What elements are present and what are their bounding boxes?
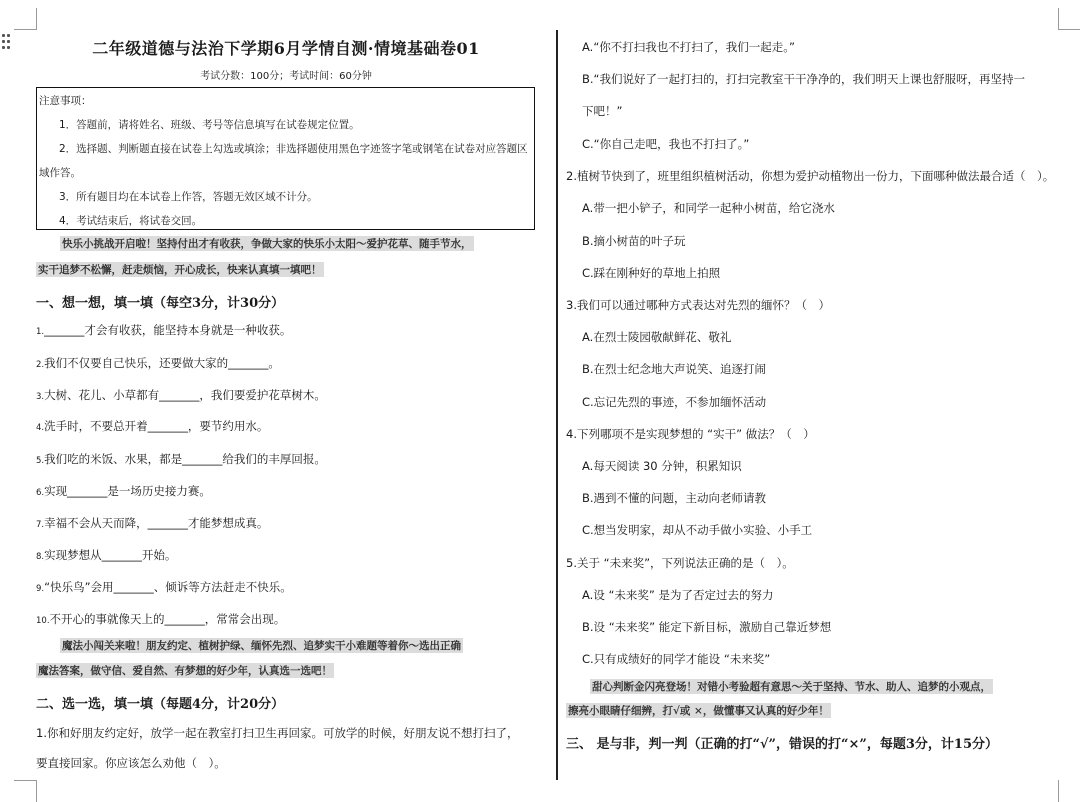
crop-mark — [1058, 29, 1080, 30]
answer-option: A.设 “未来奖” 是为了否定过去的努力 — [582, 588, 774, 602]
answer-option: C.想当发明家，却从不动手做小实验、小手工 — [582, 523, 813, 537]
page-title: 二年级道德与法治下学期6月学情自测·情境基础卷01 — [92, 39, 480, 58]
answer-option: B.设 “未来奖” 能定下新目标，激励自己靠近梦想 — [582, 620, 832, 634]
answer-option: B.在烈士纪念地大声说笑、追逐打闹 — [582, 362, 767, 376]
intro-text: 魔法小闯关来啦！朋友约定、植树护绿、缅怀先烈、追梦实干小难题等着你～选出正确 — [62, 640, 461, 652]
answer-option: A.在烈士陵园敬献鲜花、敬礼 — [582, 330, 732, 344]
fill-question: 9.“快乐鸟”会用_______、倾诉等方法赶走不快乐。 — [36, 580, 292, 594]
notice-item: 4．考试结束后，将试卷交回。 — [59, 215, 203, 227]
choice-question: 3.我们可以通过哪种方式表达对先烈的缅怀？（ ） — [566, 298, 830, 312]
crop-mark — [1058, 780, 1059, 802]
section-heading: 一、想一想，填一填（每空3分，计30分） — [36, 296, 285, 311]
notice-heading: 注意事项： — [39, 95, 92, 107]
fill-question: 3.大树、花儿、小草都有_______，我们要爱护花草树木。 — [36, 388, 326, 402]
fill-question: 6.实现_______是一场历史接力赛。 — [36, 484, 211, 498]
answer-option: A.“你不打扫我也不打扫了，我们一起走。” — [582, 40, 795, 54]
choice-question: 2.植树节快到了，班里组织植树活动，你想为爱护动植物出一份力，下面哪种做法最合适（ ）。 — [566, 169, 1055, 183]
answer-option: 下吧！” — [582, 104, 623, 118]
intro-text: 魔法答案，做守信、爱自然、有梦想的好少年，认真选一选吧！ — [38, 665, 332, 677]
notice-item: 2．选择题、判断题直接在试卷上勾选或填涂；非选择题使用黑色字迹签字笔或钢笔在试卷对应答题区 — [59, 143, 528, 155]
notice-item: 1．答题前，请将姓名、班级、考号等信息填写在试卷规定位置。 — [59, 119, 360, 131]
fill-question: 4.洗手时，不要总开着_______，要节约用水。 — [36, 419, 269, 433]
answer-option: B.“我们说好了一起打扫的，打扫完教室干干净净的，我们明天上课也舒服呀，再坚持一 — [582, 72, 1025, 86]
drag-handle-icon[interactable] — [2, 34, 12, 56]
answer-option: B.摘小树苗的叶子玩 — [582, 234, 686, 248]
crop-mark — [36, 780, 37, 802]
fill-question: 2.我们不仅要自己快乐，还要做大家的_______。 — [36, 356, 280, 370]
choice-question: 5.关于 “未来奖”，下列说法正确的是（ ）。 — [566, 556, 794, 570]
exam-info: 考试分数：100分；考试时间：60分钟 — [200, 71, 372, 82]
fill-question: 8.实现梦想从_______开始。 — [36, 548, 177, 562]
column-divider — [556, 30, 558, 780]
fill-question: 7.幸福不会从天而降，_______才能梦想成真。 — [36, 516, 269, 530]
intro-text: 快乐小挑战开启啦！坚持付出才有收获，争做大家的快乐小太阳～爱护花草、随手节水， — [62, 238, 472, 250]
fill-question: 5.我们吃的米饭、水果，都是_______给我们的丰厚回报。 — [36, 452, 326, 466]
crop-mark — [14, 29, 36, 30]
section-heading: 三、 是与非，判一判（正确的打“√”，错误的打“×”，每题3分，计15分） — [566, 737, 999, 752]
notice-item: 3．所有题目均在本试卷上作答，答题无效区域不计分。 — [59, 191, 318, 203]
fill-question: 10.不开心的事就像天上的_______，常常会出现。 — [36, 612, 286, 626]
answer-option: C.只有成绩好的同学才能设 “未来奖” — [582, 652, 771, 666]
crop-mark — [14, 780, 36, 781]
choice-question: 要直接回家。你应该怎么劝他（ ）。 — [36, 756, 226, 770]
fill-question: 1._______才会有收获，能坚持本身就是一种收获。 — [36, 323, 292, 337]
notice-box — [36, 87, 535, 230]
crop-mark — [36, 8, 37, 30]
choice-question: 1.你和好朋友约定好，放学一起在教室打扫卫生再回家。可放学的时候，好朋友说不想打扫了， — [36, 726, 519, 740]
answer-option: C.踩在刚种好的草地上拍照 — [582, 266, 721, 280]
crop-mark — [1058, 8, 1059, 30]
answer-option: A.每天阅读 30 分钟，积累知识 — [582, 459, 742, 473]
intro-text: 实干追梦不松懈，赶走烦恼，开心成长，快来认真填一填吧！ — [38, 264, 322, 276]
intro-text: 甜心判断金闪亮登场！对错小考验超有意思～关于坚持、节水、助人、追梦的小观点， — [592, 681, 991, 693]
answer-option: B.遇到不懂的问题，主动向老师请教 — [582, 491, 767, 505]
choice-question: 4.下列哪项不是实现梦想的 “实干” 做法？（ ） — [566, 427, 815, 441]
notice-item: 域作答。 — [39, 167, 81, 179]
answer-option: C.“你自己走吧，我也不打扫了。” — [582, 137, 750, 151]
section-heading: 二、选一选，填一填（每题4分，计20分） — [36, 697, 285, 712]
intro-text: 擦亮小眼睛仔细辨，打√或 ×，做懂事又认真的好少年！ — [568, 705, 829, 717]
answer-option: A.带一把小铲子，和同学一起种小树苗，给它浇水 — [582, 201, 835, 215]
answer-option: C.忘记先烈的事迹，不参加缅怀活动 — [582, 395, 767, 409]
